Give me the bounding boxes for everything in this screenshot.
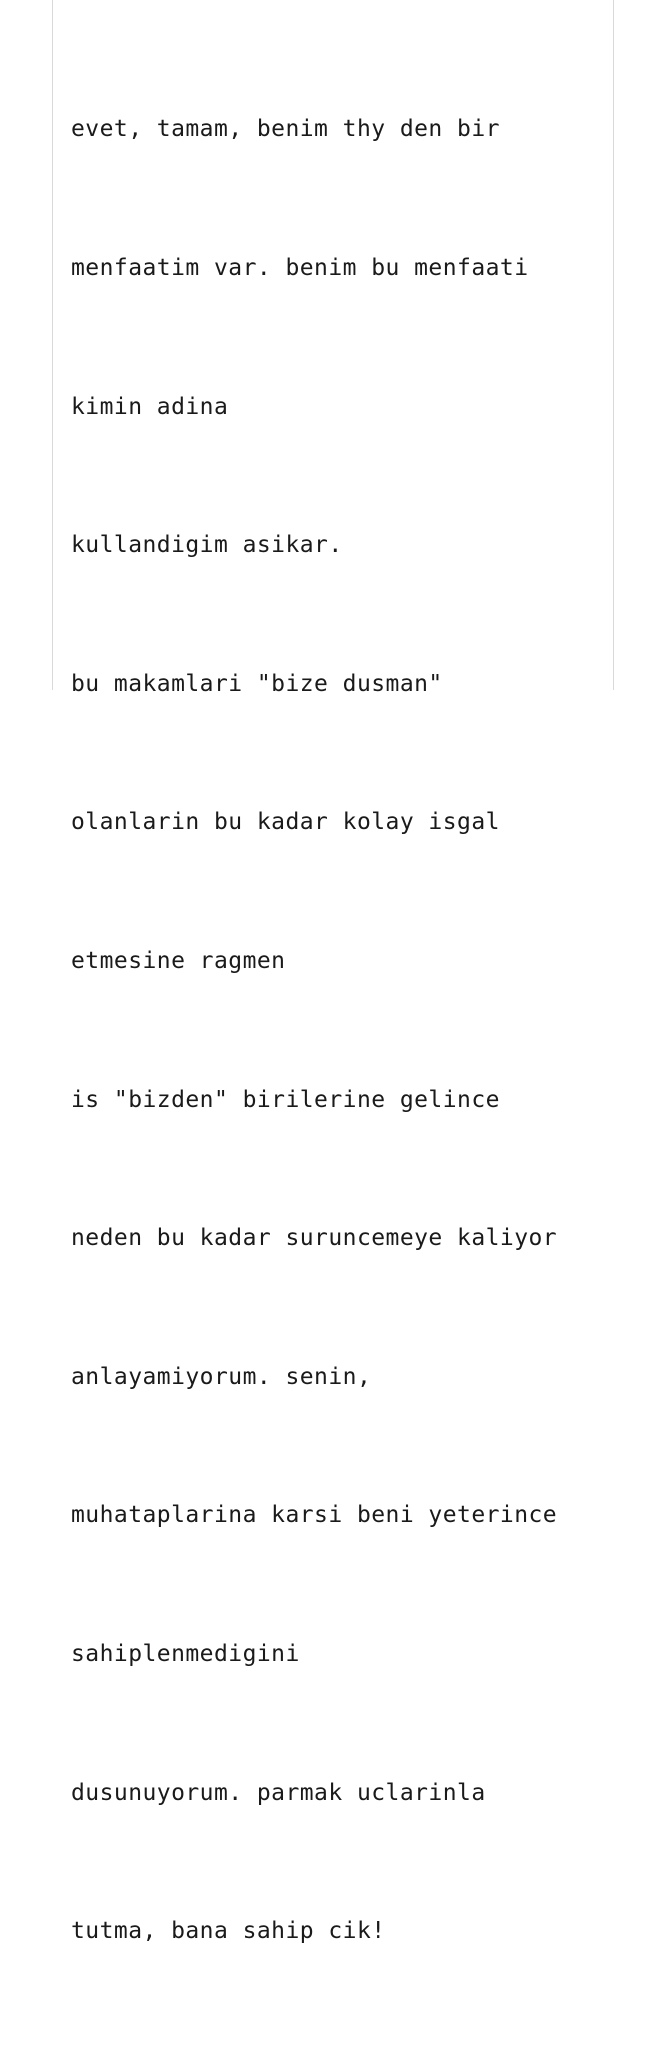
message-line-10: anlayamiyorum. senin,	[71, 1363, 372, 1390]
message-line-7: etmesine ragmen	[71, 947, 286, 974]
message-line-2: menfaatim var. benim bu menfaati	[71, 255, 529, 281]
message-line-9: neden bu kadar suruncemeye kaliyor	[71, 1225, 558, 1252]
message-line-1: evet, tamam, benim thy den bir	[71, 116, 500, 143]
message-panel	[52, 0, 614, 1945]
message-text-block	[71, 14, 611, 2047]
message-line-6: olanlarin bu kadar kolay isgal	[71, 809, 500, 836]
message-line-12: sahiplenmedigini	[71, 1640, 300, 1667]
message-line-5: bu makamlari "bize dusman"	[71, 670, 443, 697]
message-line-13: dusunuyorum. parmak uclarinla	[71, 1779, 486, 1806]
message-line-4: kullandigim asikar.	[71, 532, 343, 559]
message-line-8: is "bizden" birilerine gelince	[71, 1086, 500, 1113]
message-line-3: kimin adina	[71, 393, 229, 420]
message-line-14: tutma, bana sahip cik!	[71, 1918, 386, 1945]
message-line-11: muhataplarina karsi beni yeterince	[71, 1502, 558, 1529]
